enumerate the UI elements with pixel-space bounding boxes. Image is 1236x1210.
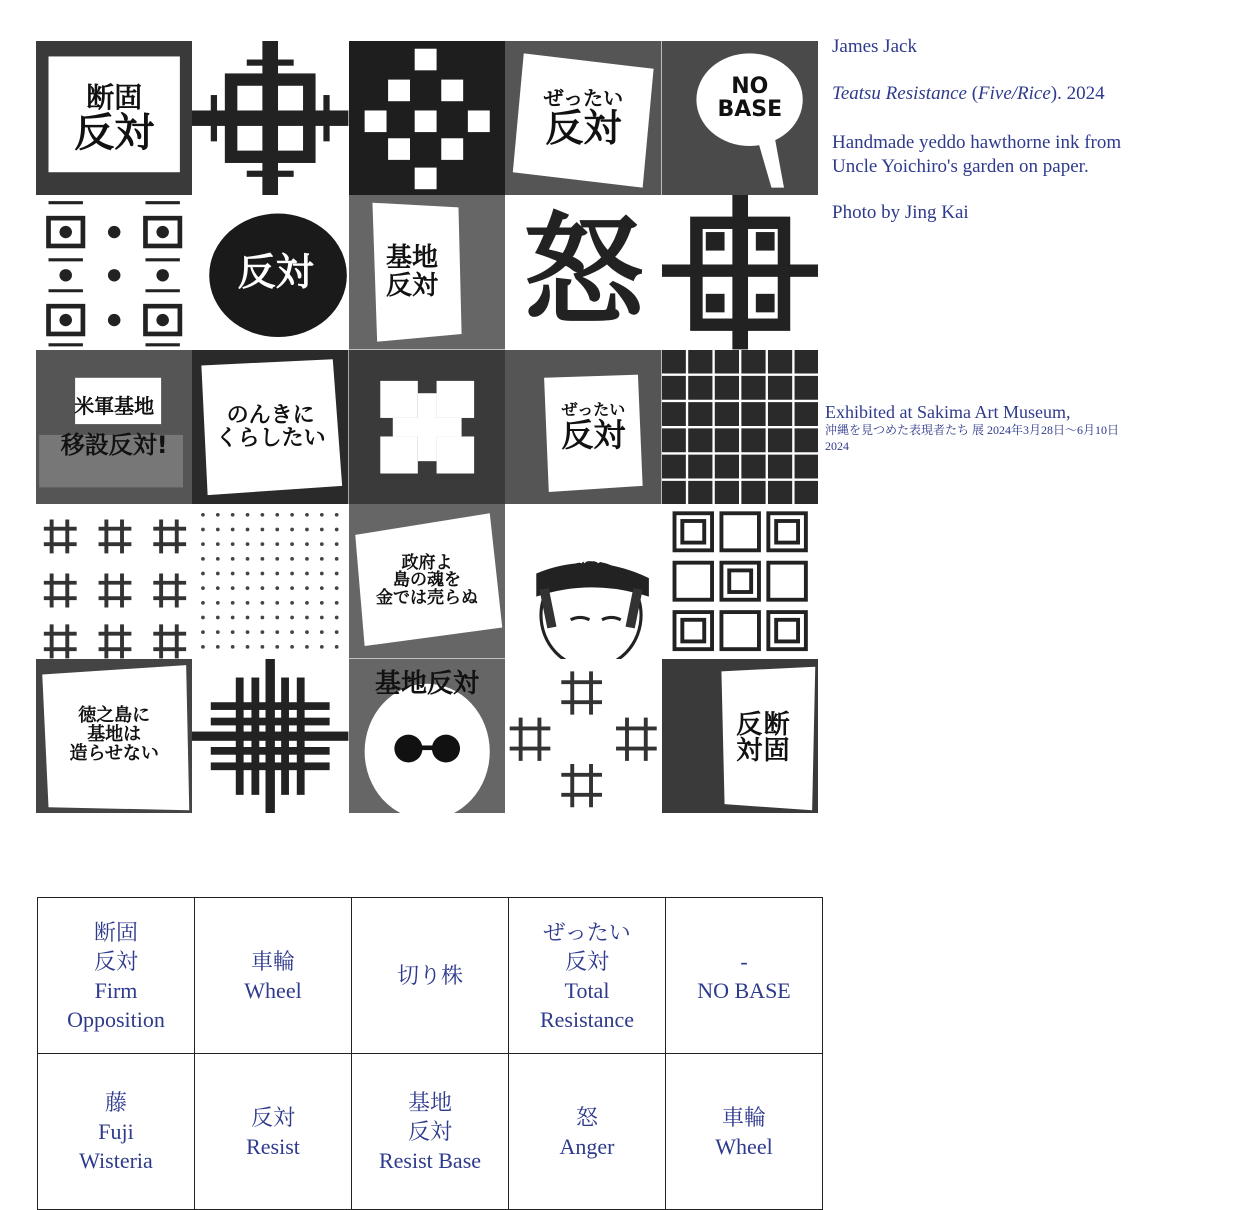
artwork-image xyxy=(36,41,818,813)
title-year: ). 2024 xyxy=(1050,83,1105,104)
tile-hash-pattern-2 xyxy=(505,659,661,813)
legend-text: - xyxy=(740,948,748,974)
legend-text: Wisteria xyxy=(79,1148,153,1173)
tile-total-resistance xyxy=(505,41,661,195)
tile-text: 島の魂を xyxy=(392,570,461,591)
tile-text: 移設反対! xyxy=(60,430,168,459)
legend-text: 反対 xyxy=(93,948,138,974)
tile-text: 米軍基地 xyxy=(74,393,155,418)
tile-text: BASE xyxy=(717,97,783,123)
legend-cell xyxy=(38,1054,195,1210)
tile-text: 反対 xyxy=(545,105,622,150)
tile-firm-opposition-2 xyxy=(662,659,818,813)
legend-text: Resistance xyxy=(539,1006,635,1032)
tile-text: 断固 xyxy=(86,80,143,114)
legend-text: 切り株 xyxy=(396,963,463,988)
tile-text: 怒 xyxy=(523,202,644,342)
tile-text: 反対 xyxy=(731,709,762,762)
legend-text: 車輪 xyxy=(250,948,295,974)
title-paren: ( xyxy=(966,83,979,104)
tile-text: 反対 xyxy=(237,249,314,294)
tile-wheel-pattern-3 xyxy=(192,659,348,813)
legend-cell xyxy=(195,1054,352,1210)
legend-cell xyxy=(352,1054,509,1210)
tile-text: 金では売らぬ xyxy=(375,588,478,609)
legend-table xyxy=(37,897,823,1210)
tile-text: 政府よ xyxy=(401,552,453,573)
tile-anger xyxy=(505,195,661,349)
tile-wisteria-pattern xyxy=(36,195,192,349)
tile-text: 反対 xyxy=(563,542,604,567)
legend-text: Resist Base xyxy=(378,1148,482,1173)
legend-text: 車輪 xyxy=(721,1104,766,1130)
tile-square-pattern xyxy=(662,504,818,658)
tile-base-resist-face xyxy=(349,659,505,813)
legend-text: 反対 xyxy=(407,1119,452,1144)
tile-wheel-pattern xyxy=(192,41,348,195)
tile-us-base xyxy=(36,350,192,504)
tile-text: 反対 xyxy=(74,109,155,156)
tile-resist-base xyxy=(349,195,505,349)
legend-text: 怒 xyxy=(575,1104,598,1130)
tile-text: のんきに xyxy=(226,402,315,428)
exhibition-info xyxy=(825,402,1205,454)
artist-name: James Jack xyxy=(832,36,917,57)
title-sub: Five/Rice xyxy=(978,83,1051,104)
title-main: Teatsu Resistance xyxy=(832,83,967,104)
legend-text: 反対 xyxy=(564,948,609,974)
exhibition-line: Exhibited at Sakima Art Museum, xyxy=(825,402,1071,422)
tile-protester-face xyxy=(505,504,661,658)
legend-text: NO BASE xyxy=(697,977,791,1003)
legend-cell xyxy=(195,898,352,1054)
artwork-title xyxy=(832,83,1105,105)
artwork-medium xyxy=(832,131,1192,179)
tile-live-freely xyxy=(192,350,348,504)
tile-total-resistance-2 xyxy=(505,350,661,504)
tile-text: 反対 xyxy=(561,415,626,454)
legend-text: Total xyxy=(564,977,610,1003)
tile-text: 基地反対 xyxy=(374,668,479,699)
medium-line: Uncle Yoichiro's garden on paper. xyxy=(832,156,1089,177)
tile-text: くらしたい xyxy=(215,425,326,451)
tile-text: NO xyxy=(731,74,769,100)
table-row xyxy=(38,1054,823,1210)
tile-text: 造らせない xyxy=(69,743,159,765)
legend-text: ぜったい xyxy=(543,919,631,945)
legend-cell xyxy=(666,1054,823,1210)
tile-text: 基地は xyxy=(87,724,142,746)
legend-text: 反対 xyxy=(250,1104,295,1130)
tile-stump-pattern xyxy=(349,41,505,195)
tile-text: 断固 xyxy=(759,709,790,762)
medium-line: Handmade yeddo hawthorne ink from xyxy=(832,132,1122,153)
tile-cross-pattern xyxy=(349,350,505,504)
table-row xyxy=(38,898,823,1054)
tile-text: 徳之島に xyxy=(78,705,151,727)
legend-cell xyxy=(38,898,195,1054)
photo-credit: Photo by Jing Kai xyxy=(832,202,969,223)
legend-text: Resist xyxy=(246,1133,300,1159)
legend-text: 断固 xyxy=(93,919,138,945)
tile-resist xyxy=(192,195,348,349)
legend-cell xyxy=(509,1054,666,1210)
legend-cell xyxy=(509,898,666,1054)
tile-text: ぜったい xyxy=(561,399,626,419)
tile-no-base xyxy=(662,41,818,195)
legend-cell xyxy=(352,898,509,1054)
legend-text: Wheel xyxy=(715,1133,773,1159)
tile-hash-pattern xyxy=(36,504,192,658)
tile-tokunoshima xyxy=(36,659,192,813)
legend-text: Firm xyxy=(94,977,138,1003)
legend-text: Wheel xyxy=(244,977,302,1003)
tile-text: 基地 xyxy=(385,243,438,274)
tile-firm-opposition xyxy=(36,41,192,195)
tile-government-message xyxy=(349,504,505,658)
legend-text: Fuji xyxy=(98,1119,134,1144)
legend-text: 基地 xyxy=(407,1090,452,1115)
tile-dot-pattern xyxy=(192,504,348,658)
exhibition-line: 2024 xyxy=(825,439,849,453)
tile-wheel-pattern-2 xyxy=(662,195,818,349)
tile-text: 反対 xyxy=(385,270,438,301)
exhibition-line: 沖縄を見つめた表現者たち 展 2024年3月28日〜6月10日 xyxy=(825,423,1120,437)
tile-grid-pattern xyxy=(662,350,818,504)
legend-text: Opposition xyxy=(67,1006,165,1032)
legend-cell xyxy=(666,898,823,1054)
tile-text: ぜったい xyxy=(543,85,624,110)
legend-text: Anger xyxy=(559,1133,615,1159)
legend-text: 藤 xyxy=(104,1090,127,1115)
